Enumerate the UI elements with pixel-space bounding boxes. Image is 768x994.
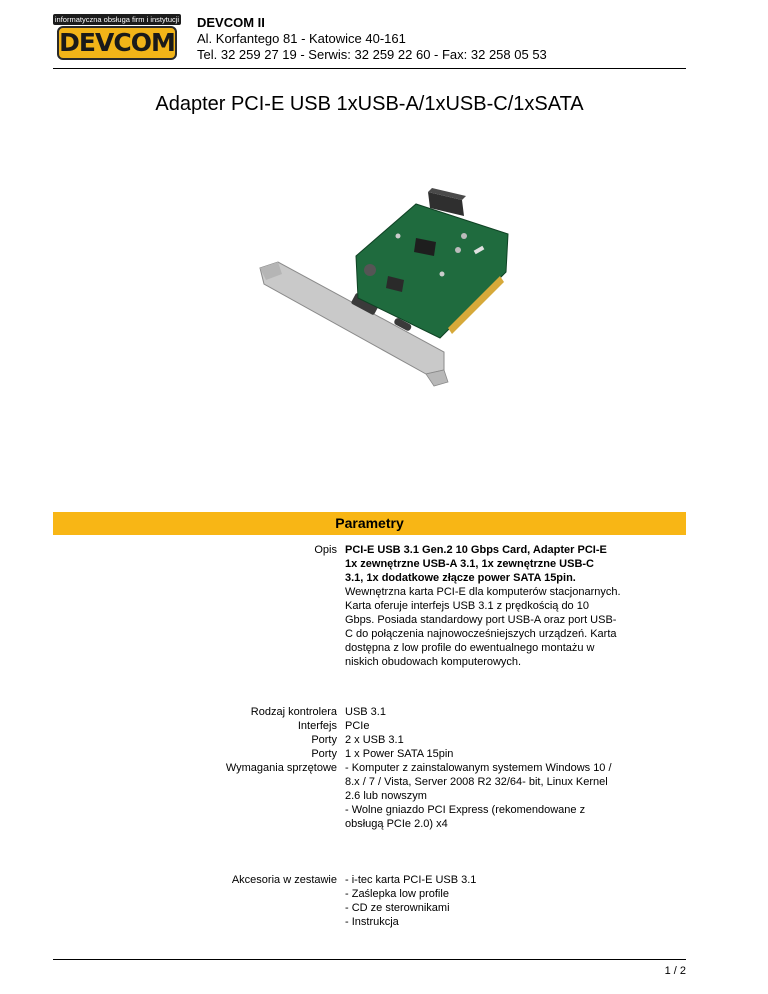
requirements-line: - Wolne gniazdo PCI Express (rekomendowane z (345, 804, 586, 816)
description-bold-line: 3.1, 1x dodatkowe złącze power SATA 15pin. (345, 572, 576, 584)
param-row-interface (53, 719, 686, 733)
param-label: Opis (314, 544, 337, 556)
company-address: Al. Korfantego 81 - Katowice 40-161 (197, 31, 406, 46)
description-line: Wewnętrzna karta PCI-E dla komputerów stacjonarnych. (345, 586, 621, 598)
param-row-ports (53, 733, 686, 747)
description-line: niskich obudowach komputerowych. (345, 656, 522, 668)
param-label: Rodzaj kontrolera (250, 706, 337, 718)
product-image (238, 138, 528, 408)
description-line: Gbps. Posiada standardowy port USB-A oraz port USB- (345, 614, 617, 626)
company-contact: Tel. 32 259 27 19 - Serwis: 32 259 22 60 - Fax: 32 258 05 53 (197, 47, 547, 62)
param-row-requirements (53, 761, 686, 831)
param-value: 2 x USB 3.1 (345, 734, 404, 746)
param-label: Wymagania sprzętowe (225, 762, 337, 774)
requirements-line: obsługą PCIe 2.0) x4 (345, 818, 448, 830)
accessory-line: - Zaślepka low profile (345, 888, 449, 900)
requirements-line: - Komputer z zainstalowanym systemem Windows 10 / (345, 762, 612, 774)
accessory-line: - CD ze sterownikami (345, 902, 450, 914)
accessory-line: - i-tec karta PCI-E USB 3.1 (345, 874, 477, 886)
description-line: C do połączenia najnowocześniejszych urządzeń. Karta (345, 628, 617, 640)
param-value: USB 3.1 (345, 706, 386, 718)
param-label: Akcesoria w zestawie (231, 874, 337, 886)
company-info (197, 14, 547, 63)
company-name: DEVCOM II (197, 15, 265, 30)
accessory-line: - Instrukcja (345, 916, 399, 928)
param-value-accessories (345, 873, 645, 929)
param-label: Interfejs (297, 720, 337, 732)
parameters-header: Parametry (53, 512, 686, 535)
description-line: Karta oferuje interfejs USB 3.1 z prędkością do 10 (345, 600, 589, 612)
product-title: Adapter PCI-E USB 1xUSB-A/1xUSB-C/1xSATA (155, 93, 584, 115)
param-label: Porty (311, 748, 337, 760)
page-number: 1 / 2 (664, 965, 686, 977)
logo-wordmark: DEVCOM (57, 26, 177, 60)
param-row-opis (53, 543, 686, 669)
requirements-line: 8.x / 7 / Vista, Server 2008 R2 32/64- bit, Linux Kernel (345, 776, 608, 788)
param-value: PCIe (345, 720, 370, 732)
description-bold-line: PCI-E USB 3.1 Gen.2 10 Gbps Card, Adapter PCI-E (345, 544, 607, 556)
param-label: Porty (311, 734, 337, 746)
param-row-accessories (53, 873, 686, 929)
param-row-controller (53, 705, 686, 719)
company-logo (53, 14, 181, 60)
description-line: dostępna z low profile do ewentualnego montażu w (345, 642, 595, 654)
param-row-ports (53, 747, 686, 761)
requirements-line: 2.6 lub nowszym (345, 790, 427, 802)
description-bold-line: 1x zewnętrzne USB-A 3.1, 1x zewnętrzne USB-C (345, 558, 594, 570)
parameters-table (53, 543, 686, 929)
header-divider (53, 68, 686, 69)
param-value-requirements (345, 761, 645, 831)
logo-tagline: informatyczna obsługa firm i instytucji (54, 15, 180, 24)
param-value-opis (345, 543, 645, 669)
param-value: 1 x Power SATA 15pin (345, 748, 454, 760)
footer-divider (53, 959, 686, 960)
